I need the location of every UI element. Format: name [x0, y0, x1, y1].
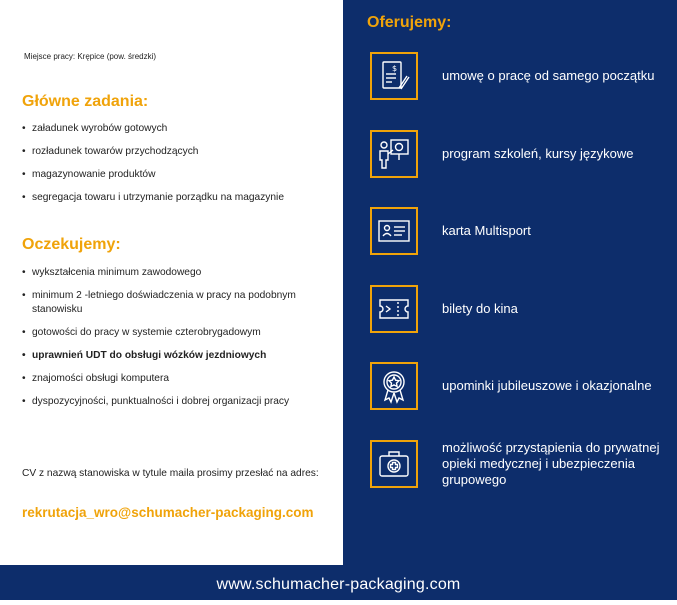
list-item: • znajomości obsługi komputera	[22, 372, 332, 386]
list-item: • minimum 2 -letniego doświadczenia w pracy na podobnym stanowisku	[22, 289, 332, 317]
tasks-heading: Główne zadania:	[22, 93, 149, 110]
offer-label: umowę o pracę od samego początku	[442, 68, 655, 83]
left-panel	[0, 0, 343, 565]
medal-icon	[370, 362, 418, 410]
list-item: • segregacja towaru i utrzymanie porządku na magazynie	[22, 191, 332, 205]
list-item: • uprawnień UDT do obsługi wózków jezdniowych	[22, 349, 332, 363]
medical-kit-icon	[370, 440, 418, 488]
card-icon	[370, 207, 418, 255]
list-item: • załadunek wyrobów gotowych	[22, 122, 332, 136]
expectations-list	[22, 266, 332, 418]
cv-instructions: CV z nazwą stanowiska w tytule maila prosimy przesłać na adres:	[22, 468, 319, 479]
list-item: • gotowości do pracy w systemie czterobrygadowym	[22, 326, 332, 340]
ticket-icon	[370, 285, 418, 333]
offer-label: możliwość przystąpienia do prywatnej opieki medycznej i ubezpieczenia grupowego	[442, 440, 660, 487]
work-location: Miejsce pracy: Krępice (pow. średzki)	[24, 52, 157, 61]
svg-text:$: $	[392, 64, 398, 73]
offer-item	[370, 207, 670, 261]
offer-label: upominki jubileuszowe i okazjonalne	[442, 378, 652, 393]
list-item: • magazynowanie produktów	[22, 168, 332, 182]
offer-item	[370, 130, 670, 184]
offer-item	[370, 52, 670, 106]
training-icon	[370, 130, 418, 178]
recruitment-email-link[interactable]: rekrutacja_wro@schumacher-packaging.com	[22, 505, 314, 520]
offer-item	[370, 362, 670, 416]
list-item: • dyspozycyjności, punktualności i dobrej organizacji pracy	[22, 395, 332, 409]
offer-label: karta Multisport	[442, 223, 531, 238]
list-item: • wykształcenia minimum zawodowego	[22, 266, 332, 280]
offer-label: bilety do kina	[442, 301, 518, 316]
list-item: • rozładunek towarów przychodzących	[22, 145, 332, 159]
offers-heading: Oferujemy:	[367, 14, 452, 31]
offer-label: program szkoleń, kursy językowe	[442, 146, 634, 161]
footer-website-link[interactable]: www.schumacher-packaging.com	[0, 565, 677, 600]
offer-item	[370, 440, 670, 494]
contract-icon	[370, 52, 418, 100]
offer-item	[370, 285, 670, 339]
expectations-heading: Oczekujemy:	[22, 236, 121, 253]
tasks-list	[22, 122, 332, 214]
